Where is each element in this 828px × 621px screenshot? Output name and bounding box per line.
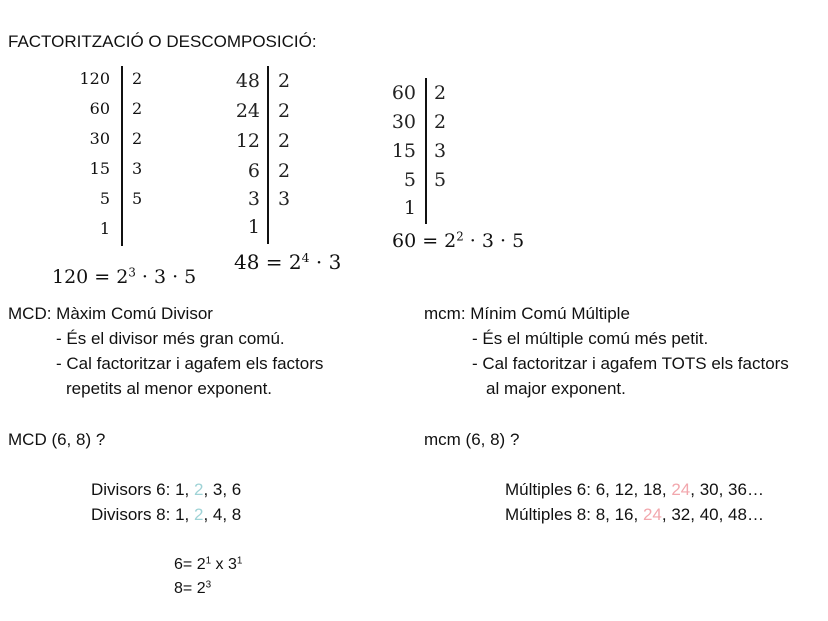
factor-number: 15 (391, 140, 416, 162)
prime-factor: 2 (434, 111, 447, 133)
prime-factor: 3 (132, 159, 143, 178)
mcd-definition: - És el divisor més gran comú. (56, 329, 285, 348)
prime-factor: 2 (434, 82, 447, 104)
mcd-question: MCD (6, 8) ? (8, 430, 106, 449)
prime-factor: 2 (278, 70, 291, 92)
factorization-result-120: $120 = 2^3 \cdot 3 \cdot 5$ (52, 265, 197, 288)
factorization-120 (70, 66, 160, 248)
factor-number: 24 (235, 100, 260, 122)
factor-number: 6 (247, 160, 260, 182)
factor-number: 1 (403, 197, 416, 219)
prime-factor: 3 (434, 140, 447, 162)
factor-number: 15 (89, 159, 110, 178)
factor-number: 48 (235, 70, 260, 92)
common-multiple-highlight: 24 (671, 480, 691, 499)
common-divisor-highlight: 2 (193, 505, 204, 524)
factor-number: 1 (247, 216, 260, 238)
mcd-method-cont: repetits al menor exponent. (66, 379, 273, 398)
factorization-8: $8= 2^3$ (174, 579, 212, 597)
factor-number: 30 (89, 129, 110, 148)
prime-factor: 2 (278, 100, 291, 122)
factor-number: 3 (247, 188, 260, 210)
factor-number: 5 (403, 169, 416, 191)
mcm-method: - Cal factoritzar i agafem TOTS els factors (472, 354, 789, 373)
mcm-method-cont: al major exponent. (486, 379, 626, 398)
factor-number: 60 (391, 82, 416, 104)
prime-factor: 2 (132, 69, 143, 88)
common-divisor-highlight: 2 (193, 480, 204, 499)
division-bar (425, 78, 427, 224)
factor-number: 12 (235, 130, 260, 152)
multiples-6: Múltiples 6: 6, 12, 18, 24, 30, 36… (505, 480, 764, 499)
factor-number: 120 (79, 69, 110, 88)
factorization-48 (222, 66, 312, 248)
mcm-definition: - És el múltiple comú més petit. (472, 329, 709, 348)
division-bar (267, 66, 269, 244)
prime-factor: 5 (434, 169, 447, 191)
multiples-8: Múltiples 8: 8, 16, 24, 32, 40, 48… (505, 505, 764, 524)
divisors-8: Divisors 8: 1, 2, 4, 8 (91, 505, 242, 524)
prime-factor: 2 (278, 130, 291, 152)
factorization-6: $6= 2^1$ x $3^1$ (174, 555, 243, 573)
mcm-question: mcm (6, 8) ? (424, 430, 520, 449)
factorization-60 (386, 78, 476, 228)
common-multiple-highlight: 24 (642, 505, 662, 524)
mcd-title: MCD: Màxim Comú Divisor (8, 304, 213, 323)
factorization-result-60: $60 = 2^2 \cdot 3 \cdot 5$ (392, 229, 525, 252)
factor-number: 60 (89, 99, 110, 118)
factor-number: 1 (99, 219, 110, 238)
mcm-title: mcm: Mínim Comú Múltiple (424, 304, 630, 323)
page-heading: FACTORITZACIÓ O DESCOMPOSICIÓ: (8, 32, 317, 51)
prime-factor: 5 (132, 189, 143, 208)
prime-factor: 2 (278, 160, 291, 182)
division-bar (121, 66, 123, 246)
factor-number: 5 (99, 189, 110, 208)
prime-factor: 3 (278, 188, 291, 210)
factorization-result-48: $48 = 2^4 \cdot 3$ (234, 250, 342, 274)
factor-number: 30 (391, 111, 416, 133)
mcd-method: - Cal factoritzar i agafem els factors (56, 354, 324, 373)
divisors-6: Divisors 6: 1, 2, 3, 6 (91, 480, 242, 499)
prime-factor: 2 (132, 129, 143, 148)
prime-factor: 2 (132, 99, 143, 118)
